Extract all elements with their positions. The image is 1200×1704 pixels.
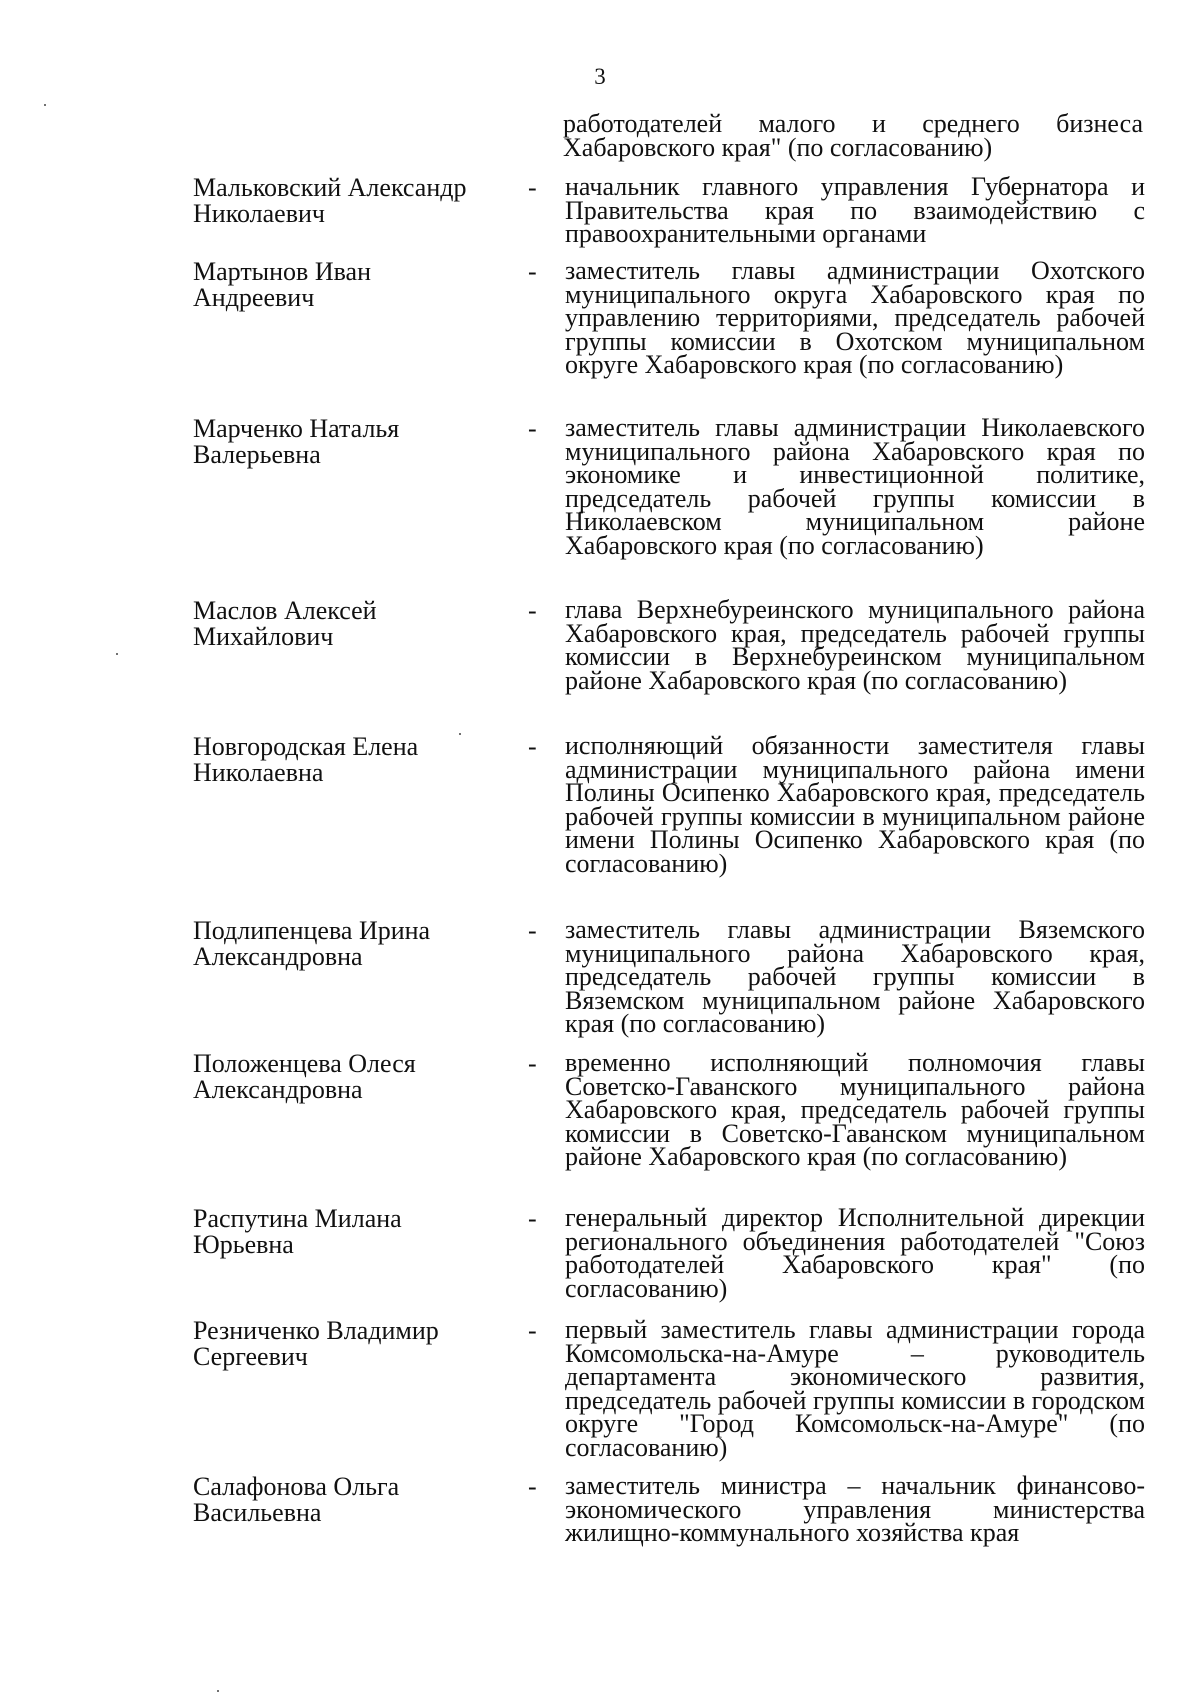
page-number: 3	[594, 64, 606, 89]
separator-dash: -	[528, 732, 537, 761]
separator-dash: -	[528, 1316, 537, 1345]
scan-speck	[459, 733, 461, 735]
separator-dash: -	[528, 414, 537, 443]
member-name	[193, 598, 513, 650]
member-name	[193, 1051, 513, 1103]
separator-dash: -	[528, 1472, 537, 1501]
member-position: временно исполняющий полномочия главы Советско-Гаванского муниципального района Хабаровского края, председатель рабочей группы комиссии в Советско-Гаванском муниципальном районе Хабаровского края (по согласованию)	[565, 1048, 1145, 1171]
member-name	[193, 1206, 513, 1258]
continuation-text: работодателей малого и среднего бизнеса Хабаровского края" (по согласованию)	[563, 109, 1143, 162]
member-position: начальник главного управления Губернатора и Правительства края по взаимодействию с правоохранительными органами	[565, 172, 1145, 248]
separator-dash: -	[528, 916, 537, 945]
member-surname-first: Салафонова Ольга	[193, 1472, 400, 1501]
member-name	[193, 918, 513, 970]
member-patronymic: Александровна	[193, 1075, 363, 1104]
scan-speck	[116, 653, 118, 655]
member-patronymic: Андреевич	[193, 283, 315, 312]
member-surname-first: Новгородская Елена	[193, 732, 419, 761]
member-position: глава Верхнебуреинского муниципального района Хабаровского края, председатель рабочей группы комиссии в Верхнебуреинском муниципальном районе Хабаровского края (по согласованию)	[565, 595, 1145, 695]
member-surname-first: Мальковский Александр	[193, 173, 467, 202]
member-position: исполняющий обязанности заместителя главы администрации муниципального района имени Полины Осипенко Хабаровского края, председатель рабочей группы комиссии в муниципальном районе имени Полины Осипенко Хабаровского края (по согласованию)	[565, 731, 1145, 878]
member-patronymic: Валерьевна	[193, 440, 321, 469]
member-patronymic: Александровна	[193, 942, 363, 971]
member-patronymic: Михайлович	[193, 622, 334, 651]
scan-speck	[44, 104, 46, 106]
member-surname-first: Положенцева Олеся	[193, 1049, 416, 1078]
separator-dash: -	[528, 1049, 537, 1078]
member-patronymic: Николаевна	[193, 758, 324, 787]
member-surname-first: Распутина Милана	[193, 1204, 402, 1233]
member-name	[193, 416, 513, 468]
separator-dash: -	[528, 173, 537, 202]
member-position: заместитель министра – начальник финансово-экономического управления министерства жилищно-коммунального хозяйства края	[565, 1471, 1145, 1547]
scan-speck	[217, 1690, 219, 1692]
member-position: заместитель главы администрации Вяземского муниципального района Хабаровского края, председатель рабочей группы комиссии в Вяземском муниципальном районе Хабаровского края (по согласованию)	[565, 915, 1145, 1038]
member-position: заместитель главы администрации Охотского муниципального округа Хабаровского края по управлению территориями, председатель рабочей группы комиссии в Охотском муниципальном округе Хабаровского края (по согласованию)	[565, 256, 1145, 379]
member-name	[193, 175, 513, 227]
member-surname-first: Мартынов Иван	[193, 257, 372, 286]
member-surname-first: Подлипенцева Ирина	[193, 916, 431, 945]
member-patronymic: Васильевна	[193, 1498, 322, 1527]
member-name	[193, 1318, 513, 1370]
member-surname-first: Марченко Наталья	[193, 414, 400, 443]
separator-dash: -	[528, 596, 537, 625]
member-name	[193, 259, 513, 311]
member-position: генеральный директор Исполнительной дирекции регионального объединения работодателей "Союз работодателей Хабаровского края" (по согласованию)	[565, 1203, 1145, 1303]
member-patronymic: Юрьевна	[193, 1230, 294, 1259]
member-surname-first: Резниченко Владимир	[193, 1316, 439, 1345]
separator-dash: -	[528, 1204, 537, 1233]
member-name	[193, 1474, 513, 1526]
member-position: заместитель главы администрации Николаевского муниципального района Хабаровского края по экономике и инвестиционной политике, председатель рабочей группы комиссии в Николаевском муниципальном районе Хабаровского края (по согласованию)	[565, 413, 1145, 560]
member-surname-first: Маслов Алексей	[193, 596, 377, 625]
member-patronymic: Николаевич	[193, 199, 325, 228]
member-position: первый заместитель главы администрации города Комсомольска-на-Амуре – руководитель департамента экономического развития, председатель рабочей группы комиссии в городском округе "Город Комсомольск-на-Амуре" (по согласованию)	[565, 1315, 1145, 1462]
member-name	[193, 734, 513, 786]
separator-dash: -	[528, 257, 537, 286]
member-patronymic: Сергеевич	[193, 1342, 308, 1371]
